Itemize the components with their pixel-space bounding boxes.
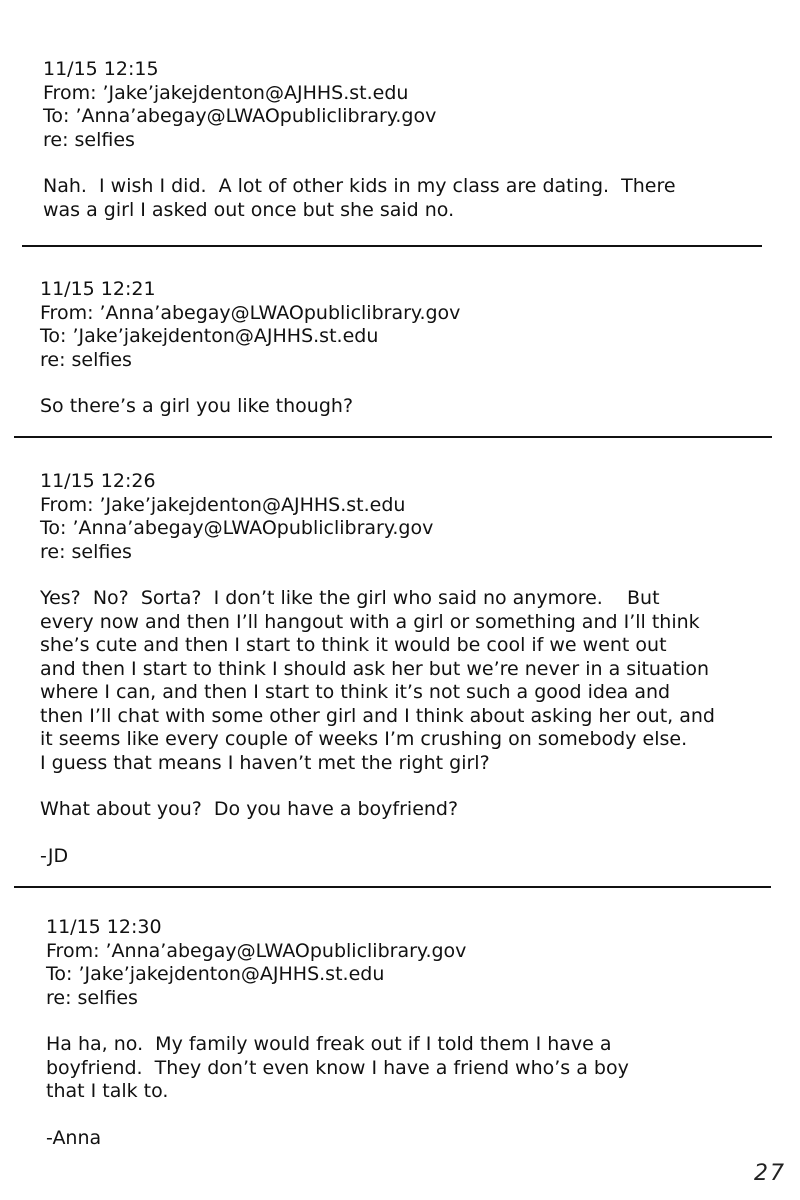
divider-1	[22, 245, 762, 247]
email-message-3	[40, 470, 715, 868]
email-body-line: I guess that means I haven’t met the right girl?	[40, 751, 490, 774]
divider-3	[14, 886, 771, 888]
email-body-line: Yes? No? Sorta? I don’t like the girl who said no anymore. But	[40, 587, 660, 609]
email-signature: -Anna	[46, 1126, 102, 1149]
email-signature: -JD	[40, 844, 69, 867]
divider-2	[14, 436, 772, 438]
page-number: 27	[754, 1161, 786, 1186]
email-body-line: What about you? Do you have a boyfriend?	[40, 798, 459, 820]
email-date: 11/15 12:30	[46, 916, 162, 938]
email-from: From: ’Anna’abegay@LWAOpubliclibrary.gov	[46, 939, 467, 962]
email-date: 11/15 12:26	[40, 470, 156, 492]
email-from: From: ’Anna’abegay@LWAOpubliclibrary.gov	[40, 301, 461, 324]
email-body-line: and then I start to think I should ask her but we’re never in a situation	[40, 657, 709, 680]
email-message-2	[40, 278, 460, 419]
email-to: To: ’Jake’jakejdenton@AJHHS.st.edu	[40, 325, 379, 347]
email-subject: re: selfies	[43, 128, 135, 151]
email-body-line: every now and then I’ll hangout with a girl or something and I’ll think	[40, 610, 700, 633]
email-from: From: ’Jake’jakejdenton@AJHHS.st.edu	[40, 493, 406, 516]
email-body-line: Nah. I wish I did. A lot of other kids in my class are dating. There	[43, 175, 676, 197]
email-body-line: she’s cute and then I start to think it would be cool if we went out	[40, 634, 667, 656]
email-body-line: that I talk to.	[46, 1080, 169, 1102]
email-from: From: ’Jake’jakejdenton@AJHHS.st.edu	[43, 81, 409, 104]
email-body-line: boyfriend. They don’t even know I have a friend who’s a boy	[46, 1056, 629, 1079]
email-date: 11/15 12:21	[40, 278, 156, 300]
email-message-1	[43, 58, 676, 222]
email-to: To: ’Anna’abegay@LWAOpubliclibrary.gov	[40, 517, 434, 539]
email-date: 11/15 12:15	[43, 58, 159, 80]
email-message-4	[46, 916, 629, 1150]
email-body-line: it seems like every couple of weeks I’m crushing on somebody else.	[40, 728, 688, 750]
email-body-line: where I can, and then I start to think it’s not such a good idea and	[40, 681, 671, 703]
email-to: To: ’Jake’jakejdenton@AJHHS.st.edu	[46, 963, 385, 985]
email-subject: re: selfies	[46, 986, 138, 1009]
email-subject: re: selfies	[40, 540, 132, 563]
email-body-line: then I’ll chat with some other girl and I think about asking her out, and	[40, 704, 715, 727]
email-body-line: Ha ha, no. My family would freak out if I told them I have a	[46, 1033, 612, 1055]
email-subject: re: selfies	[40, 348, 132, 371]
email-body-line: So there’s a girl you like though?	[40, 395, 354, 417]
email-to: To: ’Anna’abegay@LWAOpubliclibrary.gov	[43, 105, 437, 127]
email-body-line: was a girl I asked out once but she said no.	[43, 198, 455, 221]
